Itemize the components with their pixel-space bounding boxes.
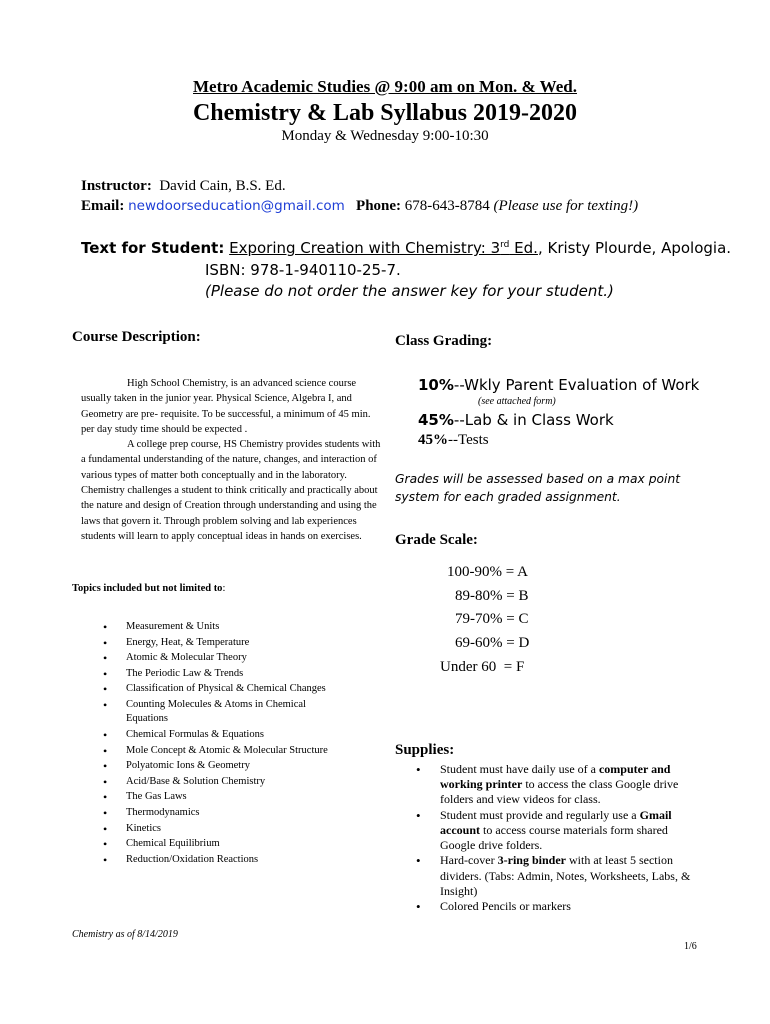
- grading-item: [418, 376, 699, 394]
- list-item: • Chemical Formulas & Equations: [101, 728, 341, 742]
- supplies-list: [415, 762, 700, 914]
- grading-pct: 45%: [418, 432, 448, 448]
- course-description-para-2: A college prep course, HS Chemistry provides students with a fundamental understanding of the nature, changes, and interaction of various types of matter both conceptually and in the laboratory. Chemistry challenges a student to think critically and practically about the nature and design of Creation through understanding and using the laws that govern it. Through problem solving and lab experiences students will learn to apply conceptual ideas in hands on exercises.: [81, 439, 381, 542]
- list-item: • Student must have daily use of a computer and working printer to access the class Google drive folders and view videos for class.: [415, 762, 700, 808]
- header-top-line: Metro Academic Studies @ 9:00 am on Mon. & Wed.: [193, 77, 577, 96]
- grade-scale-row: 100-90% = A: [447, 564, 528, 580]
- answer-key-note: (Please do not order the answer key for your student.): [205, 282, 614, 300]
- grade-scale-row: 79-70% = C: [455, 611, 529, 627]
- list-item: • Classification of Physical & Chemical Changes: [101, 682, 341, 696]
- course-description: [81, 376, 383, 544]
- list-item: • Counting Molecules & Atoms in Chemical Equations: [101, 698, 341, 727]
- schedule-line: Monday & Wednesday 9:00-10:30: [281, 128, 489, 144]
- attached-form-note: (see attached form): [478, 396, 556, 407]
- grading-pct: 45%: [418, 411, 454, 429]
- book-title: Exporing Creation with Chemistry: 3rd Ed.: [229, 239, 538, 257]
- grading-label: --Wkly Parent Evaluation of Work: [453, 376, 700, 394]
- list-item: • Thermodynamics: [101, 806, 341, 820]
- grade-scale-row: 89-80% = B: [455, 588, 529, 604]
- grade-scale-heading: Grade Scale:: [395, 532, 478, 548]
- list-item: • Colored Pencils or markers: [415, 899, 700, 914]
- grade-scale-row: 69-60% = D: [455, 635, 530, 651]
- instructor-line: [81, 178, 286, 195]
- phone-number: 678-643-8784: [404, 198, 490, 214]
- list-item: • Student must provide and regularly use a Gmail account to access course materials form shared Google drive folders.: [415, 808, 700, 854]
- email-link[interactable]: newdoorseducation@gmail.com: [128, 198, 345, 214]
- phone-label: Phone:: [356, 198, 402, 214]
- grading-note: Grades will be assessed based on a max point system for each graded assignment.: [395, 472, 681, 504]
- list-item: • Atomic & Molecular Theory: [101, 651, 341, 665]
- topics-list: [101, 620, 341, 868]
- class-grading-heading: Class Grading:: [395, 333, 493, 349]
- grading-pct: 10%: [418, 376, 454, 394]
- book-author: , Kristy Plourde, Apologia.: [537, 239, 732, 257]
- list-item: • Mole Concept & Atomic & Molecular Structure: [101, 744, 341, 758]
- grading-label: --Tests: [448, 432, 489, 448]
- page-title: Chemistry & Lab Syllabus 2019-2020: [192, 100, 578, 126]
- footer-date: Chemistry as of 8/14/2019: [72, 929, 178, 940]
- course-description-heading: Course Description:: [72, 329, 201, 345]
- list-item: • Energy, Heat, & Temperature: [101, 636, 341, 650]
- grading-label: --Lab & in Class Work: [453, 411, 614, 429]
- list-item: • The Periodic Law & Trends: [101, 667, 341, 681]
- list-item: • Polyatomic Ions & Geometry: [101, 759, 341, 773]
- email-label: Email:: [81, 198, 125, 214]
- text-label: Text for Student:: [81, 239, 225, 257]
- list-item: • Acid/Base & Solution Chemistry: [101, 775, 341, 789]
- page-number: 1/6: [684, 941, 697, 952]
- instructor-label: Instructor:: [81, 178, 152, 194]
- grade-scale-row: Under 60 = F: [440, 659, 525, 675]
- list-item: • The Gas Laws: [101, 790, 341, 804]
- course-description-para-1: High School Chemistry, is an advanced science course usually taken in the junior year. Physical Science, Algebra I, and Geometry are pre- requisite. To be successful, a minimum of 45 min. per day study time should be expected .: [81, 378, 371, 435]
- list-item: • Chemical Equilibrium: [101, 837, 341, 851]
- phone-note: (Please use for texting!): [493, 198, 639, 214]
- grading-item: [418, 432, 489, 449]
- text-for-student-line: [81, 239, 731, 257]
- supplies-heading: Supplies:: [395, 742, 455, 758]
- contact-line: [81, 198, 638, 215]
- isbn: ISBN: 978-1-940110-25-7.: [205, 261, 401, 279]
- list-item: • Hard-cover 3-ring binder with at least 5 section dividers. (Tabs: Admin, Notes, Worksheets, Labs, & Insight): [415, 853, 700, 899]
- grading-item: [418, 411, 614, 429]
- list-item: • Kinetics: [101, 822, 341, 836]
- topics-heading: Topics included but not limited to:: [72, 583, 226, 594]
- instructor-name: David Cain, B.S. Ed.: [159, 178, 286, 194]
- list-item: • Measurement & Units: [101, 620, 341, 634]
- list-item: • Reduction/Oxidation Reactions: [101, 853, 341, 867]
